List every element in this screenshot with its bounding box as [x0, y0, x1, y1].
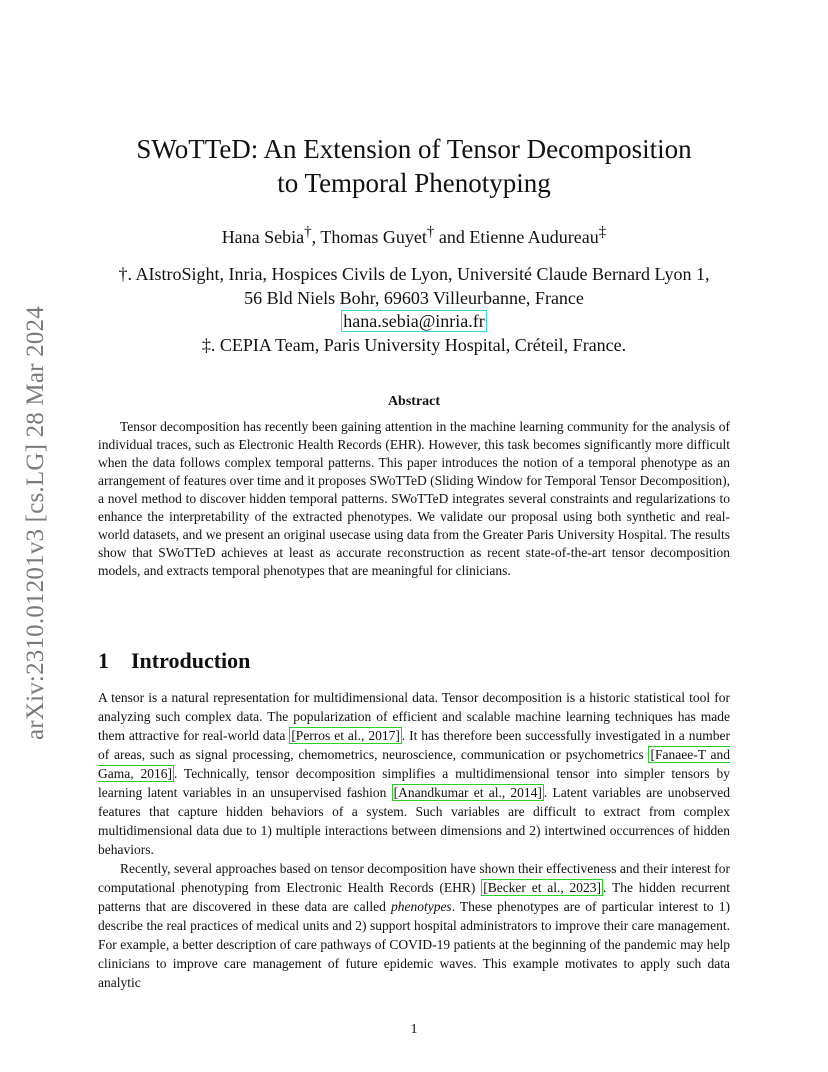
affiliation-mark: ‡ [598, 224, 607, 240]
citation-link[interactable]: [Anandkumar et al., 2014] [393, 785, 542, 800]
author-list [0, 224, 828, 248]
section-title: Introduction [131, 648, 251, 673]
title-line-2: to Temporal Phenotyping [277, 168, 551, 198]
paragraph [98, 859, 730, 992]
text-run: . Technically, tensor decomposition simplifies a multidimensional tensor into simpler tensors by learning latent variables in an unsupervised fashion [98, 766, 731, 800]
title-line-1: SWoTTeD: An Extension of Tensor Decomposition [136, 134, 692, 164]
section-number: 1 [98, 648, 109, 673]
emphasis-text: phenotypes [390, 899, 452, 914]
author-separator: , [311, 227, 321, 247]
affiliation-line: ‡. CEPIA Team, Paris University Hospital, Créteil, France. [201, 334, 627, 355]
abstract-heading: Abstract [387, 394, 441, 409]
author-name: Etienne Audureau [469, 227, 599, 247]
affiliation-mark: † [304, 224, 312, 240]
affiliations [0, 263, 828, 357]
author-name: Thomas Guyet [320, 227, 427, 247]
text-run: . These phenotypes are of particular interest to 1) describe the real practices of medical units and 2) support hospital administrators to improve their care management. For example, a better description of care pathways of COVID-19 patients at the beginning of the pandemic may help clinicians to improve care management of future epidemic waves. This example motivates to apply such data analytic [98, 899, 730, 990]
author-name: Hana Sebia [221, 227, 305, 247]
arxiv-stamp: arXiv:2310.01201v3 [cs.LG] 28 Mar 2024 [22, 306, 49, 740]
affiliation-line: †. AIstroSight, Inria, Hospices Civils de Lyon, Université Claude Bernard Lyon 1, [118, 264, 710, 284]
text-run: Recently, several approaches based on tensor decomposition have shown their effectiveness and their interest for computational phenotyping from Electronic Health Records (EHR) [98, 861, 730, 895]
citation-link[interactable]: [Fanaee-T and Gama, 2016] [98, 747, 730, 781]
text-run: A tensor is a natural representation for multidimensional data. Tensor decomposition is a historic statistical tool for analyzing such complex data. The popularization of efficient and scalable machine learning techniques has made them attractive for real-world data [98, 690, 730, 743]
affiliation-line: 56 Bld Niels Bohr, 69603 Villeurbanne, France [244, 287, 584, 308]
abstract-text: Tensor decomposition has recently been gaining attention in the machine learning community for the analysis of individual traces, such as Electronic Health Records (EHR). However, this task becomes significantly more difficult when the data follows complex temporal patterns. This paper introduces the notion of a temporal phenotype as an arrangement of features over time and it proposes SWoTTeD (Sliding Window for Temporal Tensor Decomposition), a novel method to discover hidden temporal patterns. SWoTTeD integrates several constraints and regularizations to enhance the interpretability of the extracted phenotypes. We validate our proposal using both synthetic and real-world datasets, and we present an original usecase using data from the Greater Paris University Hospital. The results show that SWoTTeD achieves at least as accurate reconstruction as recent state-of-the-art tensor decomposition models, and extracts temporal phenotypes that are meaningful for clinicians. [98, 419, 730, 578]
author-separator: and [434, 227, 470, 247]
email-link[interactable]: hana.sebia@inria.fr [343, 311, 485, 331]
citation-link[interactable]: [Becker et al., 2023] [483, 880, 602, 895]
text-run: . Latent variables are unobserved features that capture hidden behaviors of a system. Such variables are difficult to extract from complex multidimensional data due to 1) multiple interactions between dimensions and 2) intertwined occurrences of hidden behaviors. [98, 785, 730, 857]
paper-title [0, 132, 828, 200]
paragraph [98, 688, 730, 859]
citation-link[interactable]: [Perros et al., 2017] [291, 728, 400, 743]
intro-body [98, 688, 730, 992]
text-run: . The hidden recurrent patterns that are discovered in these data are called [98, 880, 731, 914]
affiliation-mark: † [426, 224, 435, 240]
section-heading [98, 648, 250, 674]
text-run: . It has therefore been successfully investigated in a number of areas, such as signal processing, chemometrics, neuroscience, communication or psychometrics [98, 728, 730, 762]
page-number: 1 [410, 1022, 418, 1037]
